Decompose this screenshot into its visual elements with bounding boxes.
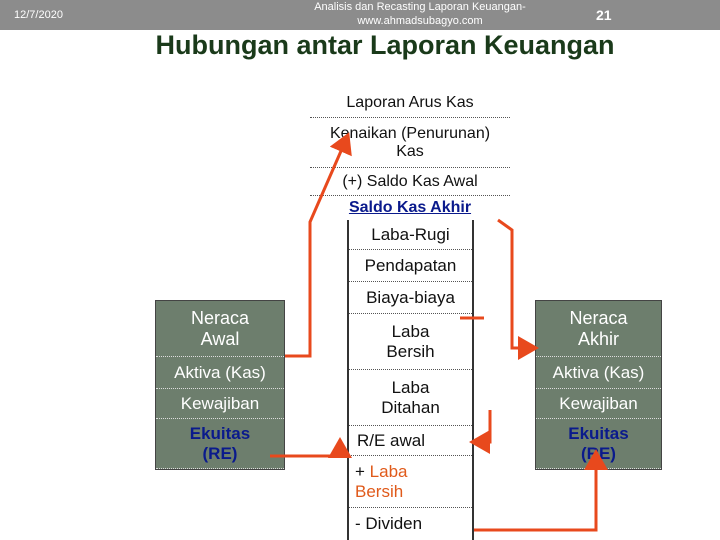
plus-net-income-row: [349, 456, 472, 508]
source-caption: [280, 0, 560, 28]
opening-equity-line1: Ekuitas: [189, 423, 251, 443]
cash-flow-header: Laporan Arus Kas: [310, 88, 510, 118]
cash-flow-statement: [310, 88, 510, 220]
closing-cash-row: Saldo Kas Akhir: [348, 199, 472, 216]
source-caption-line2: www.ahmadsubagyo.com: [357, 15, 483, 27]
retained-earnings-line2: Ditahan: [381, 397, 440, 417]
closing-balance-header-line1: Neraca: [569, 307, 628, 328]
page-number: 21: [596, 7, 612, 23]
cash-change-line1: Kenaikan (Penurunan): [329, 124, 491, 142]
header-bar: [0, 0, 720, 30]
opening-assets-row: Aktiva (Kas): [156, 357, 284, 389]
opening-cash-row: (+) Saldo Kas Awal: [310, 168, 510, 196]
opening-equity-line2: (RE): [202, 443, 238, 463]
expenses-row: Biaya-biaya: [349, 282, 472, 314]
revenue-row: Pendapatan: [349, 250, 472, 282]
net-income-line1: Laba: [391, 321, 430, 341]
opening-balance-header: [156, 301, 284, 357]
opening-balance-sheet: [155, 300, 285, 470]
closing-balance-sheet: [535, 300, 662, 470]
arrow-closing-cash-to-closing-balance: [498, 220, 536, 348]
closing-assets-row: Aktiva (Kas): [536, 357, 661, 389]
plus-net-income-line2: Bersih: [355, 481, 404, 501]
re-opening-row: R/E awal: [349, 426, 472, 456]
closing-equity-line2: (RE): [581, 443, 616, 463]
income-header: Laba-Rugi: [349, 220, 472, 250]
net-income-row: [349, 314, 472, 370]
cash-change-line2: Kas: [396, 142, 424, 160]
arrow-retained-to-re: [472, 410, 490, 442]
opening-liabilities-row: Kewajiban: [156, 389, 284, 419]
retained-earnings-row: [349, 370, 472, 426]
slide-date: 12/7/2020: [14, 9, 63, 21]
closing-balance-header: [536, 301, 661, 357]
income-statement: [347, 220, 474, 540]
cash-change-row: [310, 118, 510, 168]
closing-equity-line1: Ekuitas: [568, 423, 629, 443]
net-income-line2: Bersih: [386, 341, 435, 361]
retained-earnings-line1: Laba: [391, 377, 430, 397]
opening-equity-row: [156, 419, 284, 469]
opening-balance-header-line2: Awal: [200, 328, 240, 349]
plus-net-income-line1: Laba: [369, 461, 408, 481]
slide-title: Hubungan antar Laporan Keuangan: [155, 30, 615, 60]
closing-balance-header-line2: Akhir: [577, 328, 619, 349]
dividends-row: - Dividen: [355, 514, 423, 533]
closing-liabilities-row: Kewajiban: [536, 389, 661, 419]
source-caption-line1: Analisis dan Recasting Laporan Keuangan-: [314, 1, 526, 13]
plus-sign: +: [355, 461, 370, 481]
opening-balance-header-line1: Neraca: [190, 307, 250, 328]
closing-equity-row: [536, 419, 661, 469]
